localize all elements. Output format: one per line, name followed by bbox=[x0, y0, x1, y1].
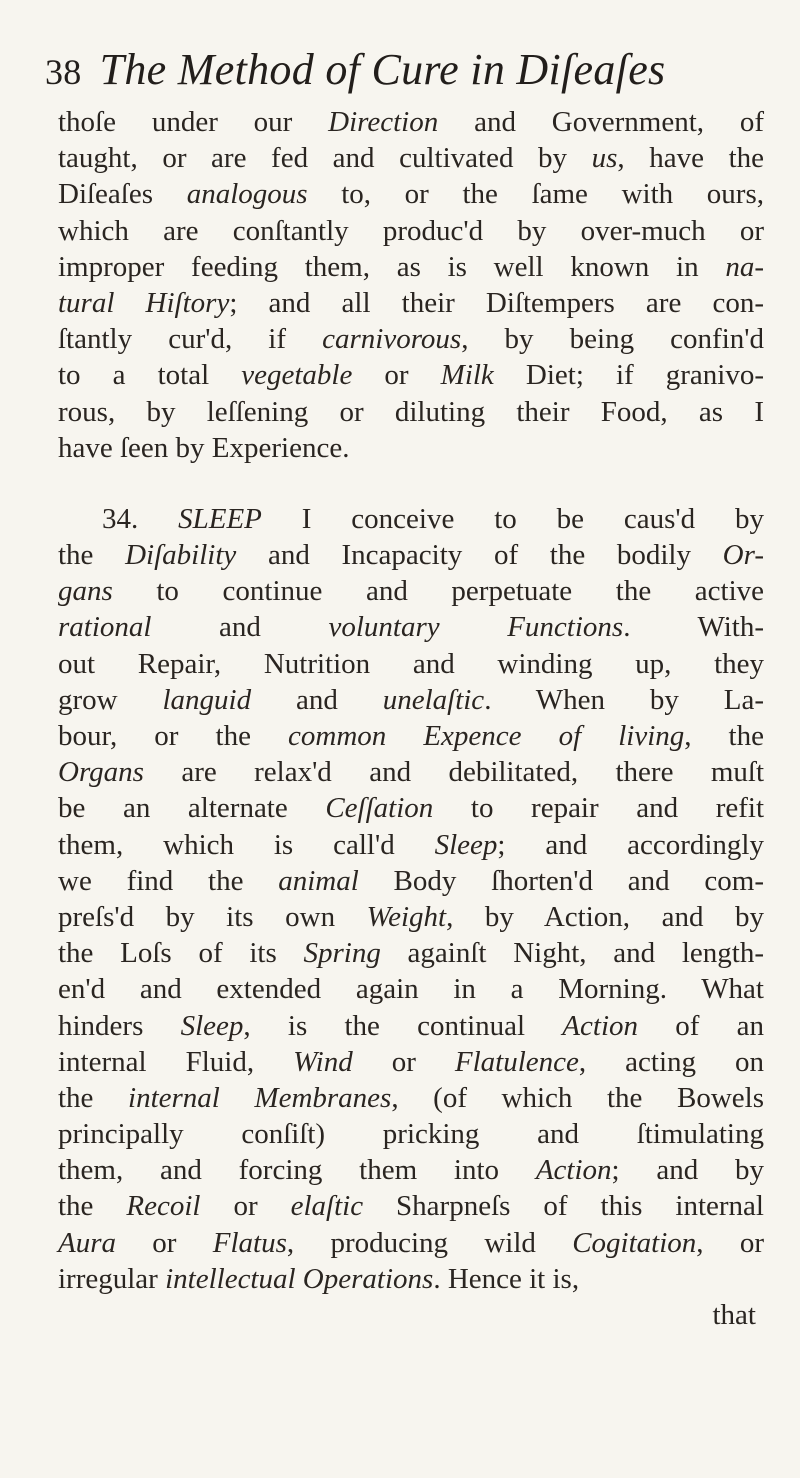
text-run: of an bbox=[638, 1009, 764, 1042]
text-line bbox=[58, 537, 764, 573]
text-run: or bbox=[352, 359, 441, 392]
text-line bbox=[58, 827, 764, 863]
text-run: to repair and refit bbox=[433, 792, 765, 825]
italic-text: Recoil bbox=[126, 1190, 201, 1223]
text-run: or bbox=[352, 1045, 455, 1078]
italic-text: elaſtic bbox=[290, 1190, 364, 1223]
text-run: to a total bbox=[58, 359, 242, 392]
text-run: irregular bbox=[58, 1262, 166, 1295]
italic-text: Or- bbox=[722, 539, 764, 572]
text-line bbox=[58, 1188, 764, 1224]
text-run: . With- bbox=[623, 611, 764, 644]
text-run: I conceive to be caus'd by bbox=[261, 502, 764, 535]
text-run: , (of which the Bowels bbox=[391, 1081, 765, 1114]
text-run: rous, by leſſening or diluting their Food, as I bbox=[58, 395, 764, 428]
text-line bbox=[58, 899, 764, 935]
text-run: . When by La- bbox=[484, 683, 764, 716]
text-run: en'd and extended again in a Morning. What bbox=[58, 973, 764, 1006]
italic-text: Aura bbox=[58, 1226, 116, 1259]
italic-text: common Expence of living bbox=[288, 720, 685, 752]
text-run: ſtantly cur'd, if bbox=[58, 323, 323, 356]
page-header bbox=[45, 42, 765, 98]
text-run: we find the bbox=[58, 864, 279, 897]
text-line bbox=[58, 863, 764, 899]
italic-text: Flatulence bbox=[454, 1045, 579, 1078]
text-run: them, and forcing them into bbox=[58, 1154, 536, 1187]
italic-text: vegetable bbox=[241, 359, 353, 392]
text-run: Diet; if granivo- bbox=[493, 359, 764, 392]
text-run: Body ſhorten'd and com- bbox=[358, 864, 764, 897]
text-run: principally conſiſt) pricking and ſtimulating bbox=[58, 1118, 764, 1151]
text-run: , acting on bbox=[578, 1045, 764, 1078]
text-run: improper feeding them, as is well known in bbox=[58, 250, 726, 283]
text-run: be an alternate bbox=[58, 792, 326, 825]
text-run: and bbox=[151, 611, 329, 644]
italic-text: Milk bbox=[440, 359, 494, 392]
text-run: the bbox=[58, 1081, 129, 1114]
text-run: the Loſs of its bbox=[58, 937, 304, 970]
italic-text: rational bbox=[58, 611, 152, 644]
text-run: hinders bbox=[58, 1009, 181, 1042]
italic-text: internal Membranes bbox=[128, 1081, 392, 1114]
text-run: which are conſtantly produc'd by over-much or bbox=[58, 214, 764, 247]
text-run: that bbox=[712, 1299, 756, 1331]
italic-text: Flatus bbox=[212, 1226, 287, 1259]
italic-text: Diſability bbox=[125, 539, 237, 572]
text-run: out Repair, Nutrition and winding up, they bbox=[58, 647, 764, 680]
text-run: ; and accordingly bbox=[497, 828, 764, 861]
text-run: ; and all their Diſtempers are con- bbox=[229, 286, 764, 319]
text-run: and bbox=[251, 683, 383, 716]
text-line bbox=[58, 935, 764, 971]
italic-text: gans bbox=[58, 575, 113, 608]
text-run: internal Fluid, bbox=[58, 1045, 294, 1078]
text-run: . Hence it is, bbox=[433, 1262, 580, 1295]
italic-text: Action bbox=[562, 1009, 638, 1042]
text-line bbox=[58, 1261, 764, 1297]
text-line bbox=[58, 1116, 764, 1152]
text-run: preſs'd by its own bbox=[58, 900, 367, 933]
text-run: bour, or the bbox=[58, 720, 289, 752]
text-run: the bbox=[58, 539, 126, 572]
text-line bbox=[58, 1044, 764, 1080]
text-run: or bbox=[116, 1226, 213, 1259]
text-run: , producing wild bbox=[286, 1226, 573, 1259]
text-run: againſt Night, and length- bbox=[380, 937, 764, 970]
text-run: , the bbox=[684, 720, 764, 752]
italic-text: carnivorous bbox=[322, 323, 462, 356]
italic-text: languid bbox=[162, 683, 252, 716]
text-line bbox=[58, 1225, 764, 1261]
text-line bbox=[58, 754, 764, 790]
text-line bbox=[58, 790, 764, 826]
italic-text: Weight bbox=[366, 900, 447, 933]
text-run: have ſeen by Experience. bbox=[58, 431, 350, 464]
text-run: , by Action, and by bbox=[446, 900, 764, 933]
text-line bbox=[58, 176, 764, 212]
page-number: 38 bbox=[45, 52, 82, 92]
italic-text: Ceſſation bbox=[325, 792, 434, 825]
text-run: them, which is call'd bbox=[58, 828, 435, 861]
italic-text: voluntary Functions bbox=[328, 611, 624, 644]
text-line bbox=[58, 1152, 764, 1188]
text-run: and Government, of bbox=[438, 106, 764, 138]
text-line bbox=[58, 249, 764, 285]
text-run: Sharpneſs of this internal bbox=[363, 1190, 764, 1223]
text-run: 34. bbox=[102, 502, 179, 535]
italic-text: Cogitation bbox=[572, 1226, 697, 1259]
italic-text: Wind bbox=[293, 1045, 353, 1078]
italic-text: Spring bbox=[303, 937, 381, 970]
text-line bbox=[58, 1297, 764, 1333]
text-line bbox=[58, 357, 764, 393]
text-line bbox=[58, 573, 764, 609]
text-run: , have the bbox=[617, 142, 764, 175]
text-line bbox=[58, 646, 764, 682]
text-line bbox=[58, 140, 764, 176]
italic-text: SLEEP bbox=[178, 502, 262, 535]
italic-text: unelaſtic bbox=[382, 683, 485, 716]
text-line bbox=[58, 609, 764, 645]
text-run: , is the continual bbox=[243, 1009, 563, 1042]
italic-text: animal bbox=[278, 864, 359, 897]
text-run: Diſeaſes bbox=[58, 178, 187, 211]
italic-text: Direction bbox=[328, 106, 439, 138]
text-run: to, or the ſame with ours, bbox=[307, 178, 764, 211]
text-line bbox=[58, 501, 764, 537]
italic-text: Sleep bbox=[180, 1009, 244, 1042]
italic-text: na- bbox=[725, 250, 764, 283]
text-line bbox=[58, 394, 764, 430]
text-line bbox=[58, 1080, 764, 1116]
text-run: grow bbox=[58, 683, 163, 716]
italic-text: analogous bbox=[186, 178, 308, 211]
text-line bbox=[58, 1008, 764, 1044]
text-run: thoſe under our bbox=[58, 106, 329, 138]
text-line bbox=[58, 718, 764, 754]
text-line bbox=[58, 285, 764, 321]
text-run: and Incapacity of the bodily bbox=[236, 539, 723, 572]
italic-text: Action bbox=[535, 1154, 612, 1187]
text-run: to continue and perpetuate the active bbox=[112, 575, 764, 608]
text-run: , or bbox=[696, 1226, 764, 1259]
italic-text: tural Hiſtory bbox=[58, 286, 230, 319]
text-run: or bbox=[200, 1190, 291, 1223]
text-run: the bbox=[58, 1190, 127, 1223]
text-run: are relax'd and debilitated, there muſt bbox=[143, 756, 764, 789]
italic-text: intellectual Operations bbox=[165, 1262, 434, 1295]
italic-text: Sleep bbox=[434, 828, 498, 861]
italic-text: us bbox=[591, 142, 618, 175]
body-text bbox=[58, 104, 764, 1333]
italic-text: Organs bbox=[58, 756, 144, 789]
text-run: taught, or are fed and cultivated by bbox=[58, 142, 592, 175]
text-line bbox=[58, 430, 764, 466]
text-run: , by being confin'd bbox=[461, 323, 764, 356]
text-line bbox=[58, 971, 764, 1007]
text-line bbox=[58, 321, 764, 357]
text-line bbox=[58, 104, 764, 140]
text-line bbox=[58, 682, 764, 718]
running-title: The Method of Cure in Diſeaſes bbox=[99, 45, 666, 94]
text-run: ; and by bbox=[611, 1154, 764, 1187]
text-line bbox=[58, 213, 764, 249]
